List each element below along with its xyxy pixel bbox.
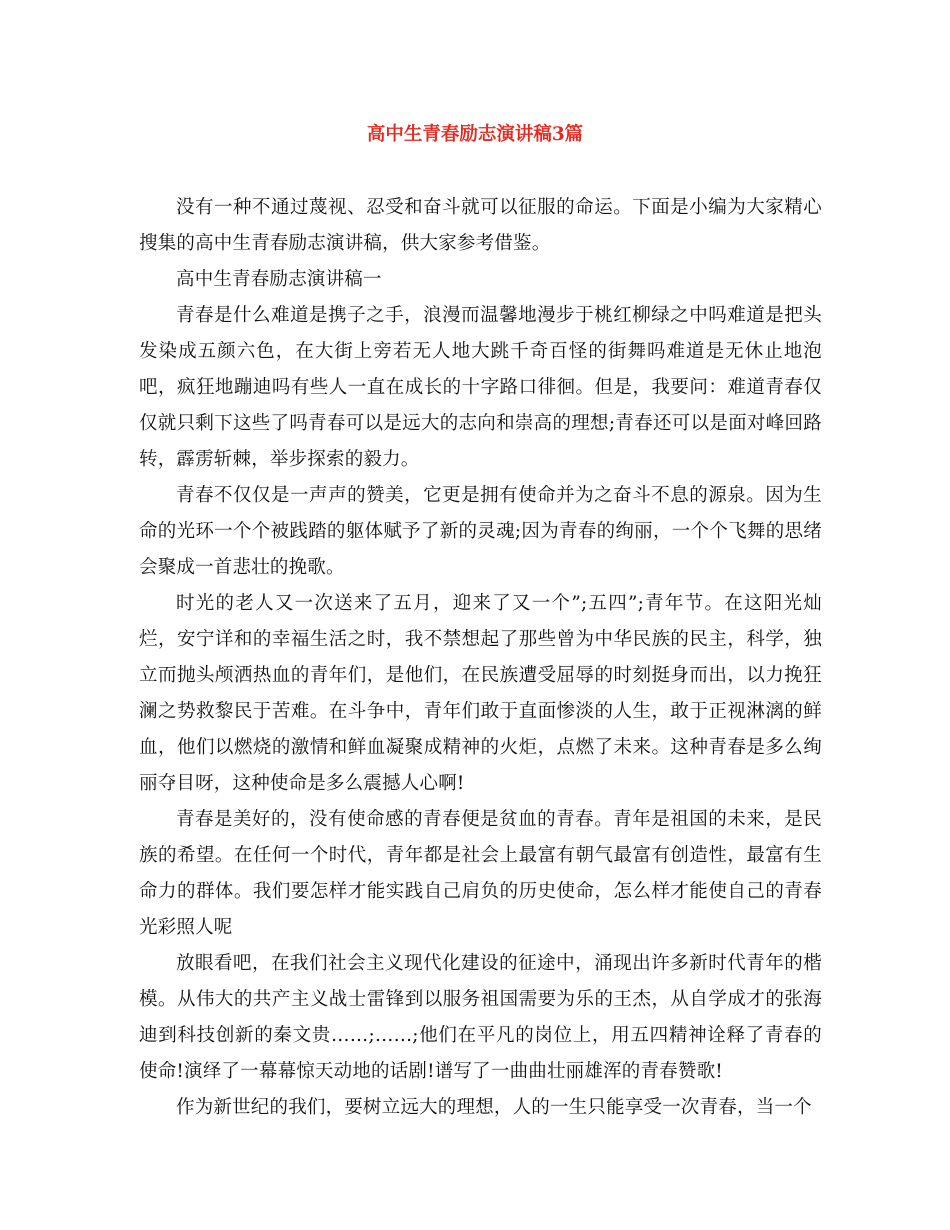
body-paragraph: 时光的老人又一次送来了五月，迎来了又一个”;五四”;青年节。在这阳光灿烂，安宁详和的幸福生活之时，我不禁想起了那些曾为中华民族的民主，科学，独立而抛头颅洒热血的青年们，是他们，在民族遭受屈辱的时刻挺身而出，以力挽狂澜之势救黎民于苦难。在斗争中，青年们敢于直面惨淡的人生，敢于正视淋漓的鲜血，他们以燃烧的激情和鲜血凝聚成精神的火炬，点燃了未来。这种青春是多么绚丽夺目呀，这种使命是多么震撼人心啊! xyxy=(139,593,822,794)
document-body xyxy=(139,190,822,1126)
document-title: 高中生青春励志演讲稿3篇 xyxy=(366,124,584,145)
intro-paragraph: 没有一种不通过蔑视、忍受和奋斗就可以征服的命运。下面是小编为大家精心搜集的高中生青春励志演讲稿，供大家参考借鉴。 xyxy=(139,197,822,254)
body-paragraph: 青春是美好的，没有使命感的青春便是贫血的青春。青年是祖国的未来，是民族的希望。在任何一个时代，青年都是社会上最富有朝气最富有创造性，最富有生命力的群体。我们要怎样才能实践自己肩负的历史使命，怎么样才能使自己的青春光彩照人呢 xyxy=(139,809,822,938)
body-paragraph: 作为新世纪的我们，要树立远大的理想，人的一生只能享受一次青春，当一个 xyxy=(176,1097,812,1118)
body-paragraph: 青春不仅仅是一声声的赞美，它更是拥有使命并为之奋斗不息的源泉。因为生命的光环一个个被践踏的躯体赋予了新的灵魂;因为青春的绚丽，一个个飞舞的思绪会聚成一首悲壮的挽歌。 xyxy=(139,485,822,578)
body-paragraph: 青春是什么难道是携子之手，浪漫而温馨地漫步于桃红柳绿之中吗难道是把头发染成五颜六色，在大街上旁若无人地大跳千奇百怪的街舞吗难道是无休止地泡吧，疯狂地蹦迪吗有些人一直在成长的十字路口徘徊。但是，我要问：难道青春仅仅就只剩下这些了吗青春可以是远大的志向和崇高的理想;青春还可以是面对峰回路转，霹雳斩棘，举步探索的毅力。 xyxy=(139,305,822,470)
section-heading: 高中生青春励志演讲稿一 xyxy=(176,269,382,290)
body-paragraph: 放眼看吧，在我们社会主义现代化建设的征途中，涌现出许多新时代青年的楷模。从伟大的共产主义战士雷锋到以服务祖国需要为乐的王杰，从自学成才的张海迪到科技创新的秦文贵……;……;他们在平凡的岗位上，用五四精神诠释了青春的使命!演绎了一幕幕惊天动地的话剧!谱写了一曲曲壮丽雄浑的青春赞歌! xyxy=(139,953,822,1082)
